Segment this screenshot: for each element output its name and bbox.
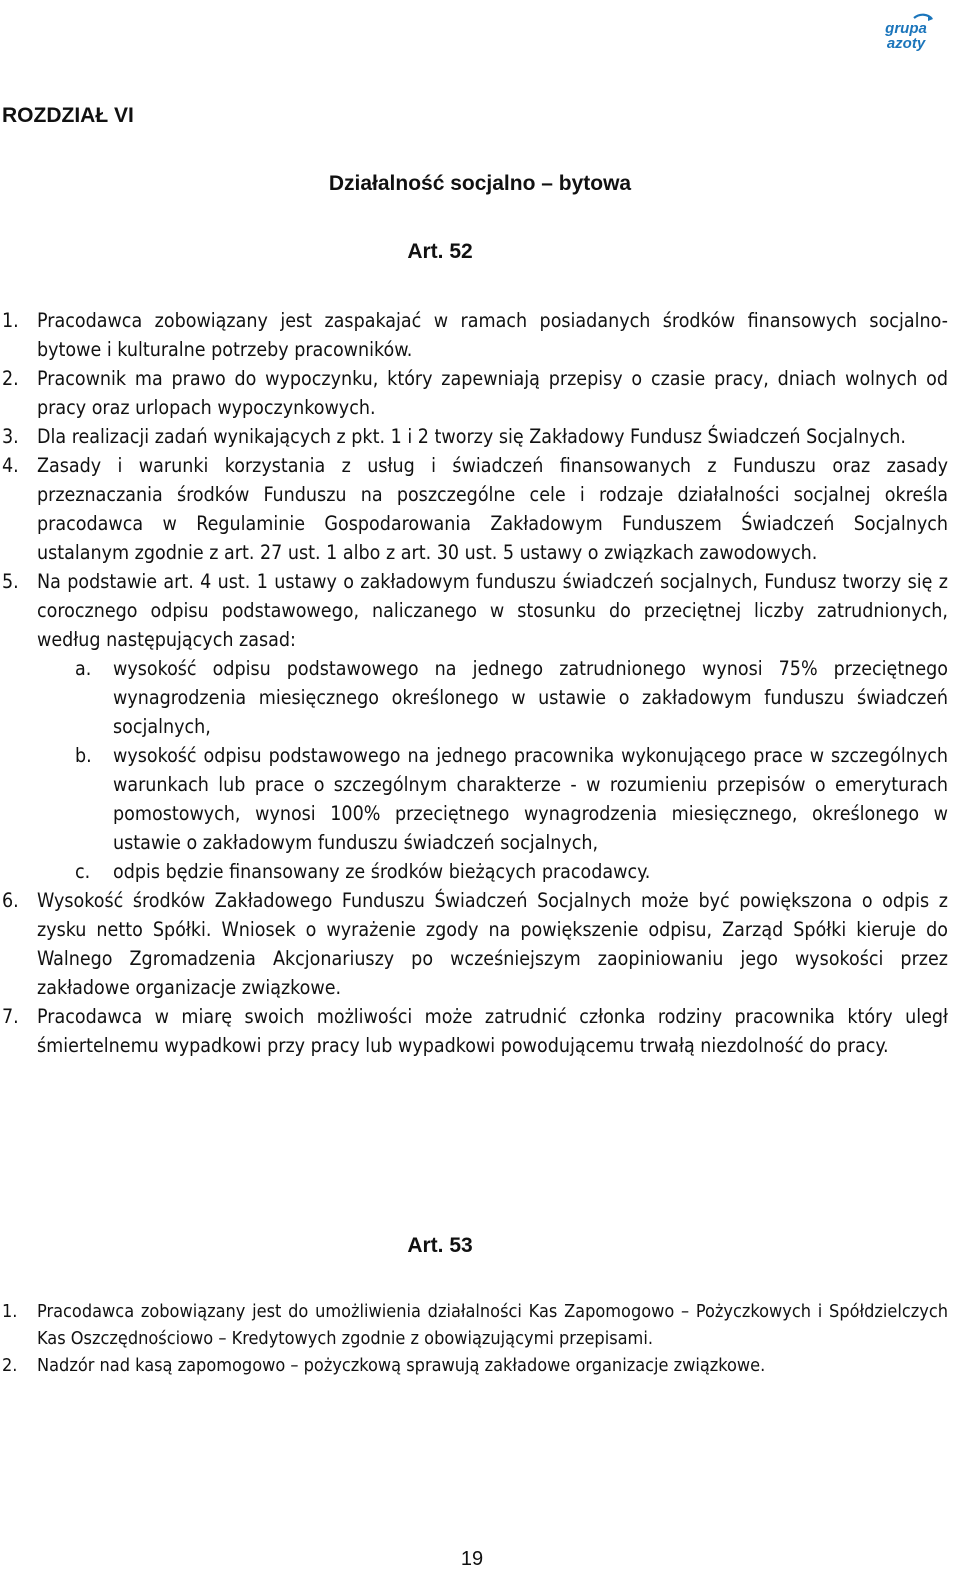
- item-text: Dla realizacji zadań wynikających z pkt. 1 i 2 tworzy się Zakładowy Fundusz Świadczeń Socjalnych.: [37, 425, 906, 448]
- item-text: Pracodawca zobowiązany jest zaspakajać w ramach posiadanych środków finansowych socjalno-bytowe i kulturalne potrzeby pracowników.: [37, 309, 948, 361]
- item-number: 5.: [2, 570, 19, 593]
- article-53-body: [0, 1298, 948, 1379]
- logo-line2: azoty: [886, 35, 926, 52]
- list-item: [0, 567, 948, 654]
- list-item: [0, 364, 948, 422]
- item-text: Zasady i warunki korzystania z usług i świadczeń finansowanych z Funduszu oraz zasady przeznaczania środków Funduszu na poszczególne cele i rodzaje działalności socjalnej określa pracodawca w Regulaminie Gospodarowania Zakładowym Funduszem Świadczeń Socjalnych ustalanym zgodnie z art. 27 ust. 1 albo z art. 30 ust. 5 ustawy o związkach zawodowych.: [37, 454, 948, 564]
- page-number: 19: [460, 1548, 484, 1570]
- section-title: Działalność socjalno – bytowa: [328, 172, 632, 195]
- item-number: 2.: [2, 367, 19, 390]
- sub-item-letter: b.: [75, 744, 92, 767]
- list-item: [0, 1002, 948, 1060]
- sub-list-item: [0, 741, 948, 857]
- item-number: 6.: [2, 889, 19, 912]
- sub-item-letter: a.: [75, 657, 92, 680]
- item-number: 4.: [2, 454, 19, 477]
- list-item: [0, 422, 948, 451]
- item-text: Wysokość środków Zakładowego Funduszu Świadczeń Socjalnych może być powiększona o odpis z zysku netto Spółki. Wniosek o wyrażenie zgody na powiększenie odpisu, Zarząd Spółki kieruje do Walnego Zgromadzenia Akcjonariuszy po wcześniejszym zaopiniowaniu jego wysokości przez zakładowe organizacje związkowe.: [37, 889, 948, 999]
- item-text: Pracodawca w miarę swoich możliwości może zatrudnić członka rodziny pracownika który uległ śmiertelnemu wypadkowi przy pracy lub wypadkowi powodującemu trwałą niezdolność do pracy.: [37, 1005, 948, 1057]
- sub-list-item: [0, 654, 948, 741]
- sub-item-letter: c.: [75, 860, 91, 883]
- item-text: Na podstawie art. 4 ust. 1 ustawy o zakładowym funduszu świadczeń socjalnych, Fundusz tworzy się z corocznego odpisu podstawowego, naliczanego w stosunku do przeciętnej liczby zatrudnionych, według następujących zasad:: [37, 570, 948, 651]
- item-number: 3.: [2, 425, 19, 448]
- logo-line1: grupa: [885, 20, 927, 37]
- sub-list-item: [0, 857, 948, 886]
- item-text: Nadzór nad kasą zapomogowo – pożyczkową sprawują zakładowe organizacje związkowe.: [37, 1355, 766, 1376]
- sub-item-text: wysokość odpisu podstawowego na jednego zatrudnionego wynosi 75% przeciętnego wynagrodzenia miesięcznego określonego w ustawie o zakładowym funduszu świadczeń socjalnych,: [113, 657, 948, 738]
- article-52-heading: Art. 52: [407, 240, 473, 263]
- list-item: [0, 451, 948, 567]
- item-text: Pracodawca zobowiązany jest do umożliwienia działalności Kas Zapomogowo – Pożyczkowych i Spółdzielczych Kas Oszczędnościowo – Kredytowych zgodnie z obowiązującymi przepisami.: [37, 1301, 948, 1349]
- list-item: [0, 306, 948, 364]
- sub-item-text: odpis będzie finansowany ze środków bieżących pracodawcy.: [113, 860, 651, 883]
- item-number: 1.: [2, 309, 19, 332]
- list-item: [0, 886, 948, 1002]
- item-number: 1.: [2, 1301, 18, 1322]
- sub-item-text: wysokość odpisu podstawowego na jednego pracownika wykonującego prace w szczególnych warunkach lub prace o szczególnym charakterze - w rozumieniu przepisów o emeryturach pomostowych, wynosi 100% przeciętnego wynagrodzenia miesięcznego, określonego w ustawie o zakładowym funduszu świadczeń socjalnych,: [113, 744, 948, 854]
- item-text: Pracownik ma prawo do wypoczynku, który zapewniają przepisy o czasie pracy, dniach wolnych od pracy oraz urlopach wypoczynkowych.: [37, 367, 948, 419]
- list-item: [0, 1352, 948, 1379]
- list-item: [0, 1298, 948, 1352]
- article-52-body: [0, 306, 948, 1060]
- item-number: 2.: [2, 1355, 18, 1376]
- item-number: 7.: [2, 1005, 19, 1028]
- article-53-heading: Art. 53: [407, 1234, 473, 1257]
- chapter-heading: ROZDZIAŁ VI: [2, 104, 134, 127]
- grupa-azoty-logo: [870, 12, 942, 52]
